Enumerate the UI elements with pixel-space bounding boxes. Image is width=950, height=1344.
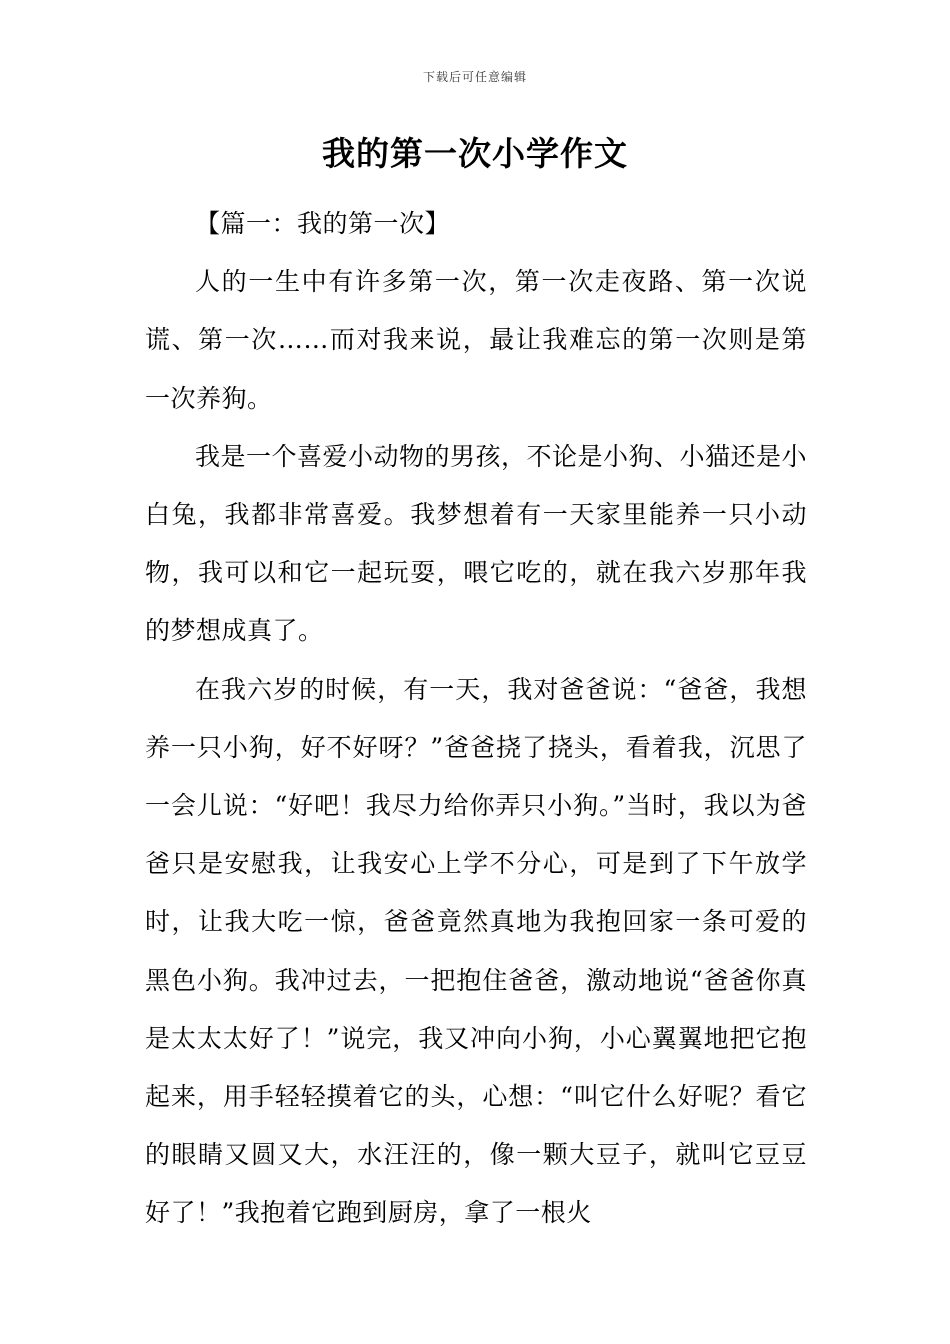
- paragraph: 在我六岁的时候，有一天，我对爸爸说：“爸爸，我想养一只小狗，好不好呀？”爸爸挠了挠头，看着我，沉思了一会儿说：“好吧！我尽力给你弄只小狗。”当时，我以为爸爸只是安慰我，让我安心上学不分心，可是到了下午放学时，让我大吃一惊，爸爸竟然真地为我抱回家一条可爱的黑色小狗。我冲过去，一把抱住爸爸，激动地说“爸爸你真是太太太好了！”说完，我又冲向小狗，小心翼翼地把它抱起来，用手轻轻摸着它的头，心想：“叫它什么好呢？看它的眼睛又圆又大，水汪汪的，像一颗大豆子，就叫它豆豆好了！”我抱着它跑到厨房，拿了一根火: [145, 674, 807, 1228]
- paragraph: 我是一个喜爱小动物的男孩，不论是小狗、小猫还是小白兔，我都非常喜爱。我梦想着有一天家里能养一只小动物，我可以和它一起玩耍，喂它吃的，就在我六岁那年我的梦想成真了。: [145, 441, 808, 646]
- document-body: [145, 195, 807, 1243]
- paragraph: 人的一生中有许多第一次，第一次走夜路、第一次说谎、第一次……而对我来说，最让我难忘的第一次则是第一次养狗。: [145, 267, 807, 413]
- header-note: 下载后可任意编辑: [422, 70, 527, 84]
- section-heading: 【篇一：我的第一次】: [195, 209, 451, 238]
- document-title: 我的第一次小学作文: [322, 134, 628, 173]
